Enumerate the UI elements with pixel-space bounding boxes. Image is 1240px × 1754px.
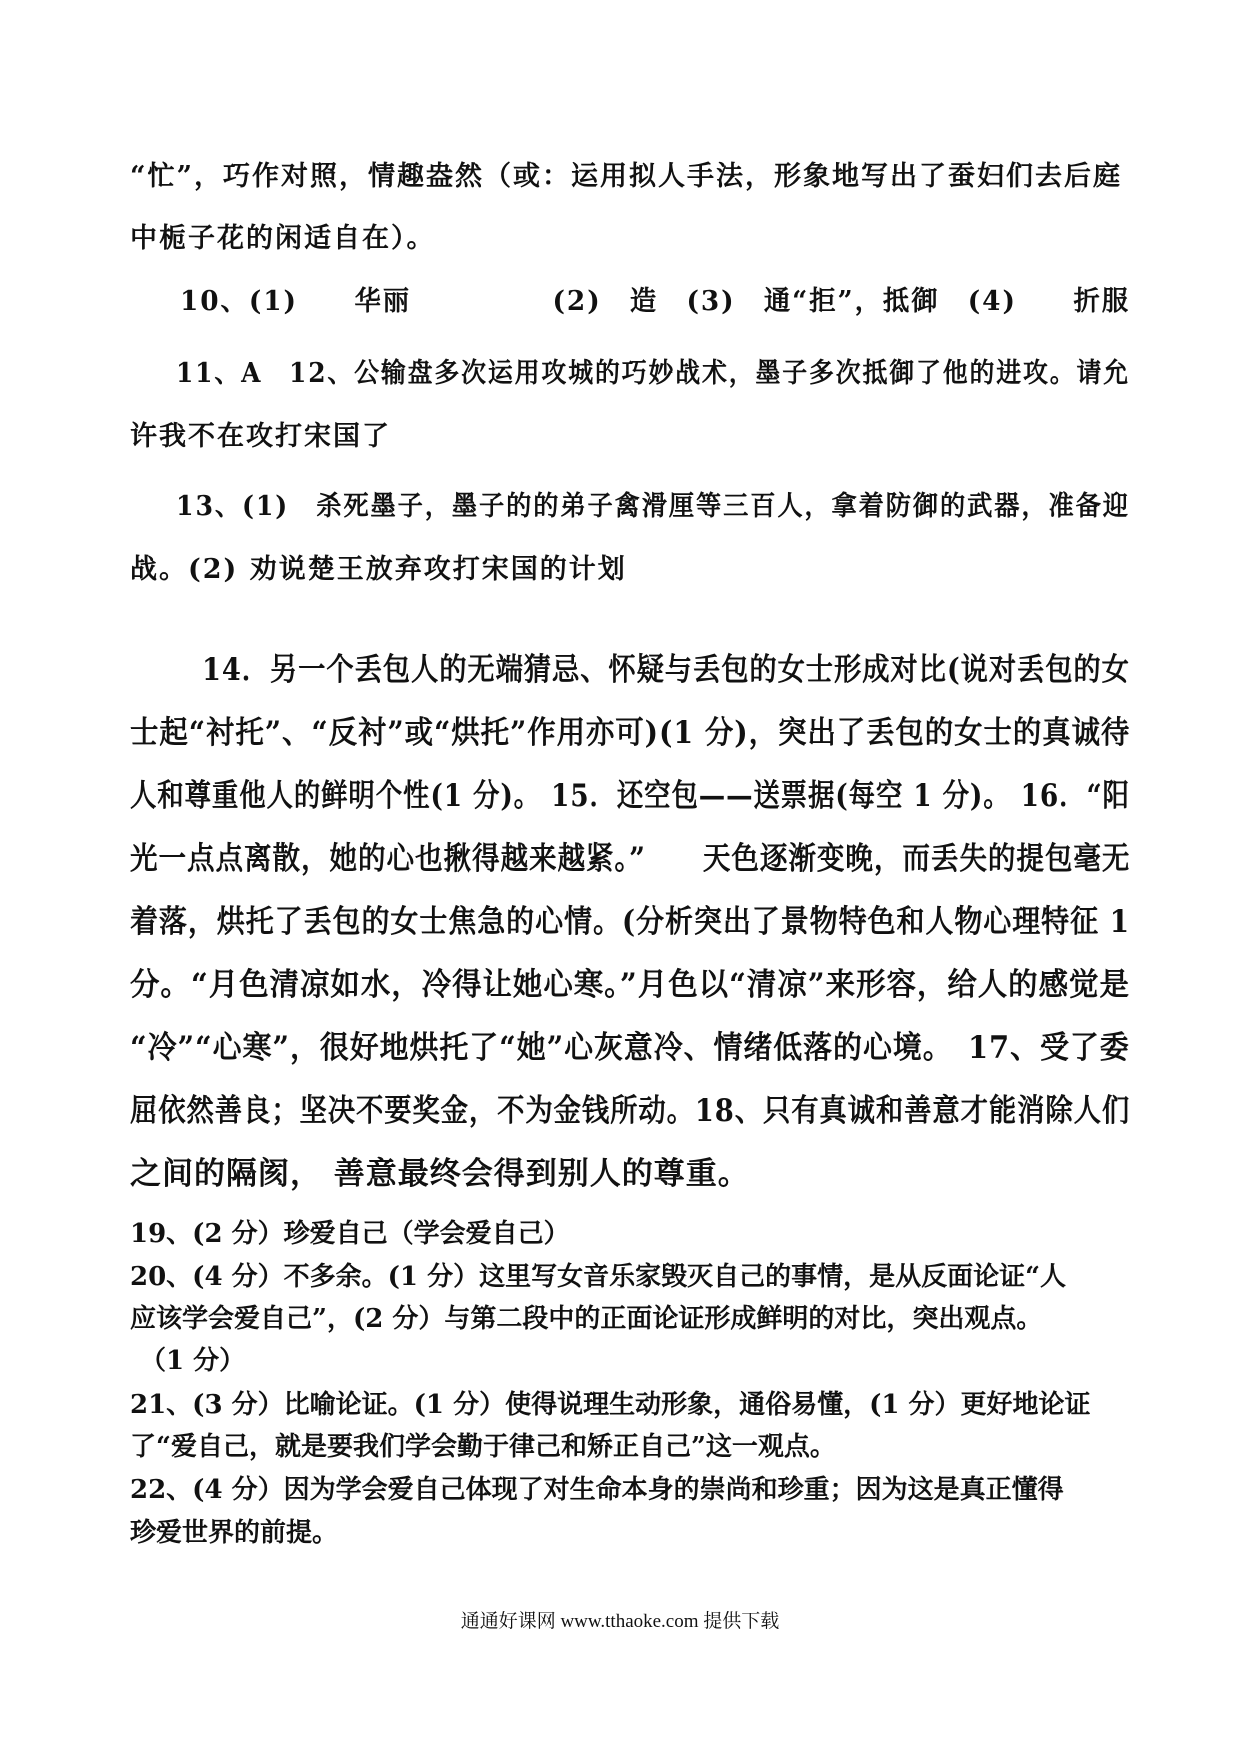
answer-16-cont-3: 分。“月色清凉如水，冷得让她心寒。”月色以“清凉”来形容，给人的感觉是 bbox=[130, 967, 1130, 1003]
answer-16-17: “冷”“心寒”，很好地烘托了“她”心灰意冷、情绪低落的心境。 17、受了委 bbox=[130, 1030, 1130, 1066]
answer-16-cont-1: 光一点点离散，她的心也揪得越来越紧。” 天色逐渐变晚，而丢失的提包毫无 bbox=[130, 841, 1131, 877]
answer-10: 10、(1) 华丽 (2) 造 (3) 通“拒”，抵御 (4) 折服 bbox=[180, 286, 1131, 317]
answer-17-18: 屈依然善良；坚决不要奖金，不为金钱所动。18、只有真诚和善意才能消除人们 bbox=[130, 1093, 1131, 1129]
answer-22-cont: 珍爱世界的前提。 bbox=[130, 1518, 339, 1548]
answer-20-cont-2: （1 分） bbox=[140, 1346, 246, 1376]
answer-13-cont: 战。(2) 劝说楚王放弃攻打宋国的计划 bbox=[130, 554, 627, 585]
answer-line-1: “忙”，巧作对照，情趣盎然（或：运用拟人手法，形象地写出了蚕妇们去后庭 bbox=[130, 161, 1123, 192]
answer-21-cont: 了“爱自己，就是要我们学会勤于律己和矫正自己”这一观点。 bbox=[130, 1432, 836, 1462]
answer-11-12: 11、A 12、公输盘多次运用攻城的巧妙战术，墨子多次抵御了他的进攻。请允 bbox=[176, 358, 1131, 389]
answer-20: 20、(4 分）不多余。(1 分）这里写女音乐家毁灭自己的事情，是从反面论证“人 bbox=[130, 1262, 1067, 1292]
answer-14-cont-1: 士起“衬托”、“反衬”或“烘托”作用亦可)(1 分)，突出了丢包的女士的真诚待 bbox=[130, 715, 1131, 751]
answer-13: 13、(1) 杀死墨子，墨子的的弟子禽滑厘等三百人，拿着防御的武器，准备迎 bbox=[176, 491, 1130, 522]
answer-16-cont-2: 着落，烘托了丢包的女士焦急的心情。(分析突出了景物特色和人物心理特征 1 bbox=[130, 904, 1131, 940]
answer-14: 14．另一个丢包人的无端猜忌、怀疑与丢包的女士形成对比(说对丢包的女 bbox=[202, 652, 1130, 688]
answer-line-2: 中栀子花的闲适自在）。 bbox=[130, 223, 436, 254]
answer-22: 22、(4 分）因为学会爱自己体现了对生命本身的崇尚和珍重；因为这是真正懂得 bbox=[130, 1475, 1064, 1505]
answer-14-15-16: 人和尊重他人的鲜明个性(1 分)。 15．还空包——送票据(每空 1 分)。 16．“阳 bbox=[130, 778, 1130, 814]
answer-20-cont-1: 应该学会爱自己”，(2 分）与第二段中的正面论证形成鲜明的对比，突出观点。 bbox=[130, 1304, 1043, 1334]
answer-12-cont: 许我不在攻打宋国了 bbox=[130, 421, 391, 452]
answer-18-cont: 之间的隔阂， 善意最终会得到别人的尊重。 bbox=[130, 1156, 750, 1192]
answer-19: 19、(2 分）珍爱自己（学会爱自己） bbox=[130, 1219, 570, 1249]
page-footer: 通通好课网 www.tthaoke.com 提供下载 bbox=[460, 1611, 780, 1632]
answer-21: 21、(3 分）比喻论证。(1 分）使得说理生动形象，通俗易懂，(1 分）更好地论证 bbox=[130, 1390, 1091, 1420]
